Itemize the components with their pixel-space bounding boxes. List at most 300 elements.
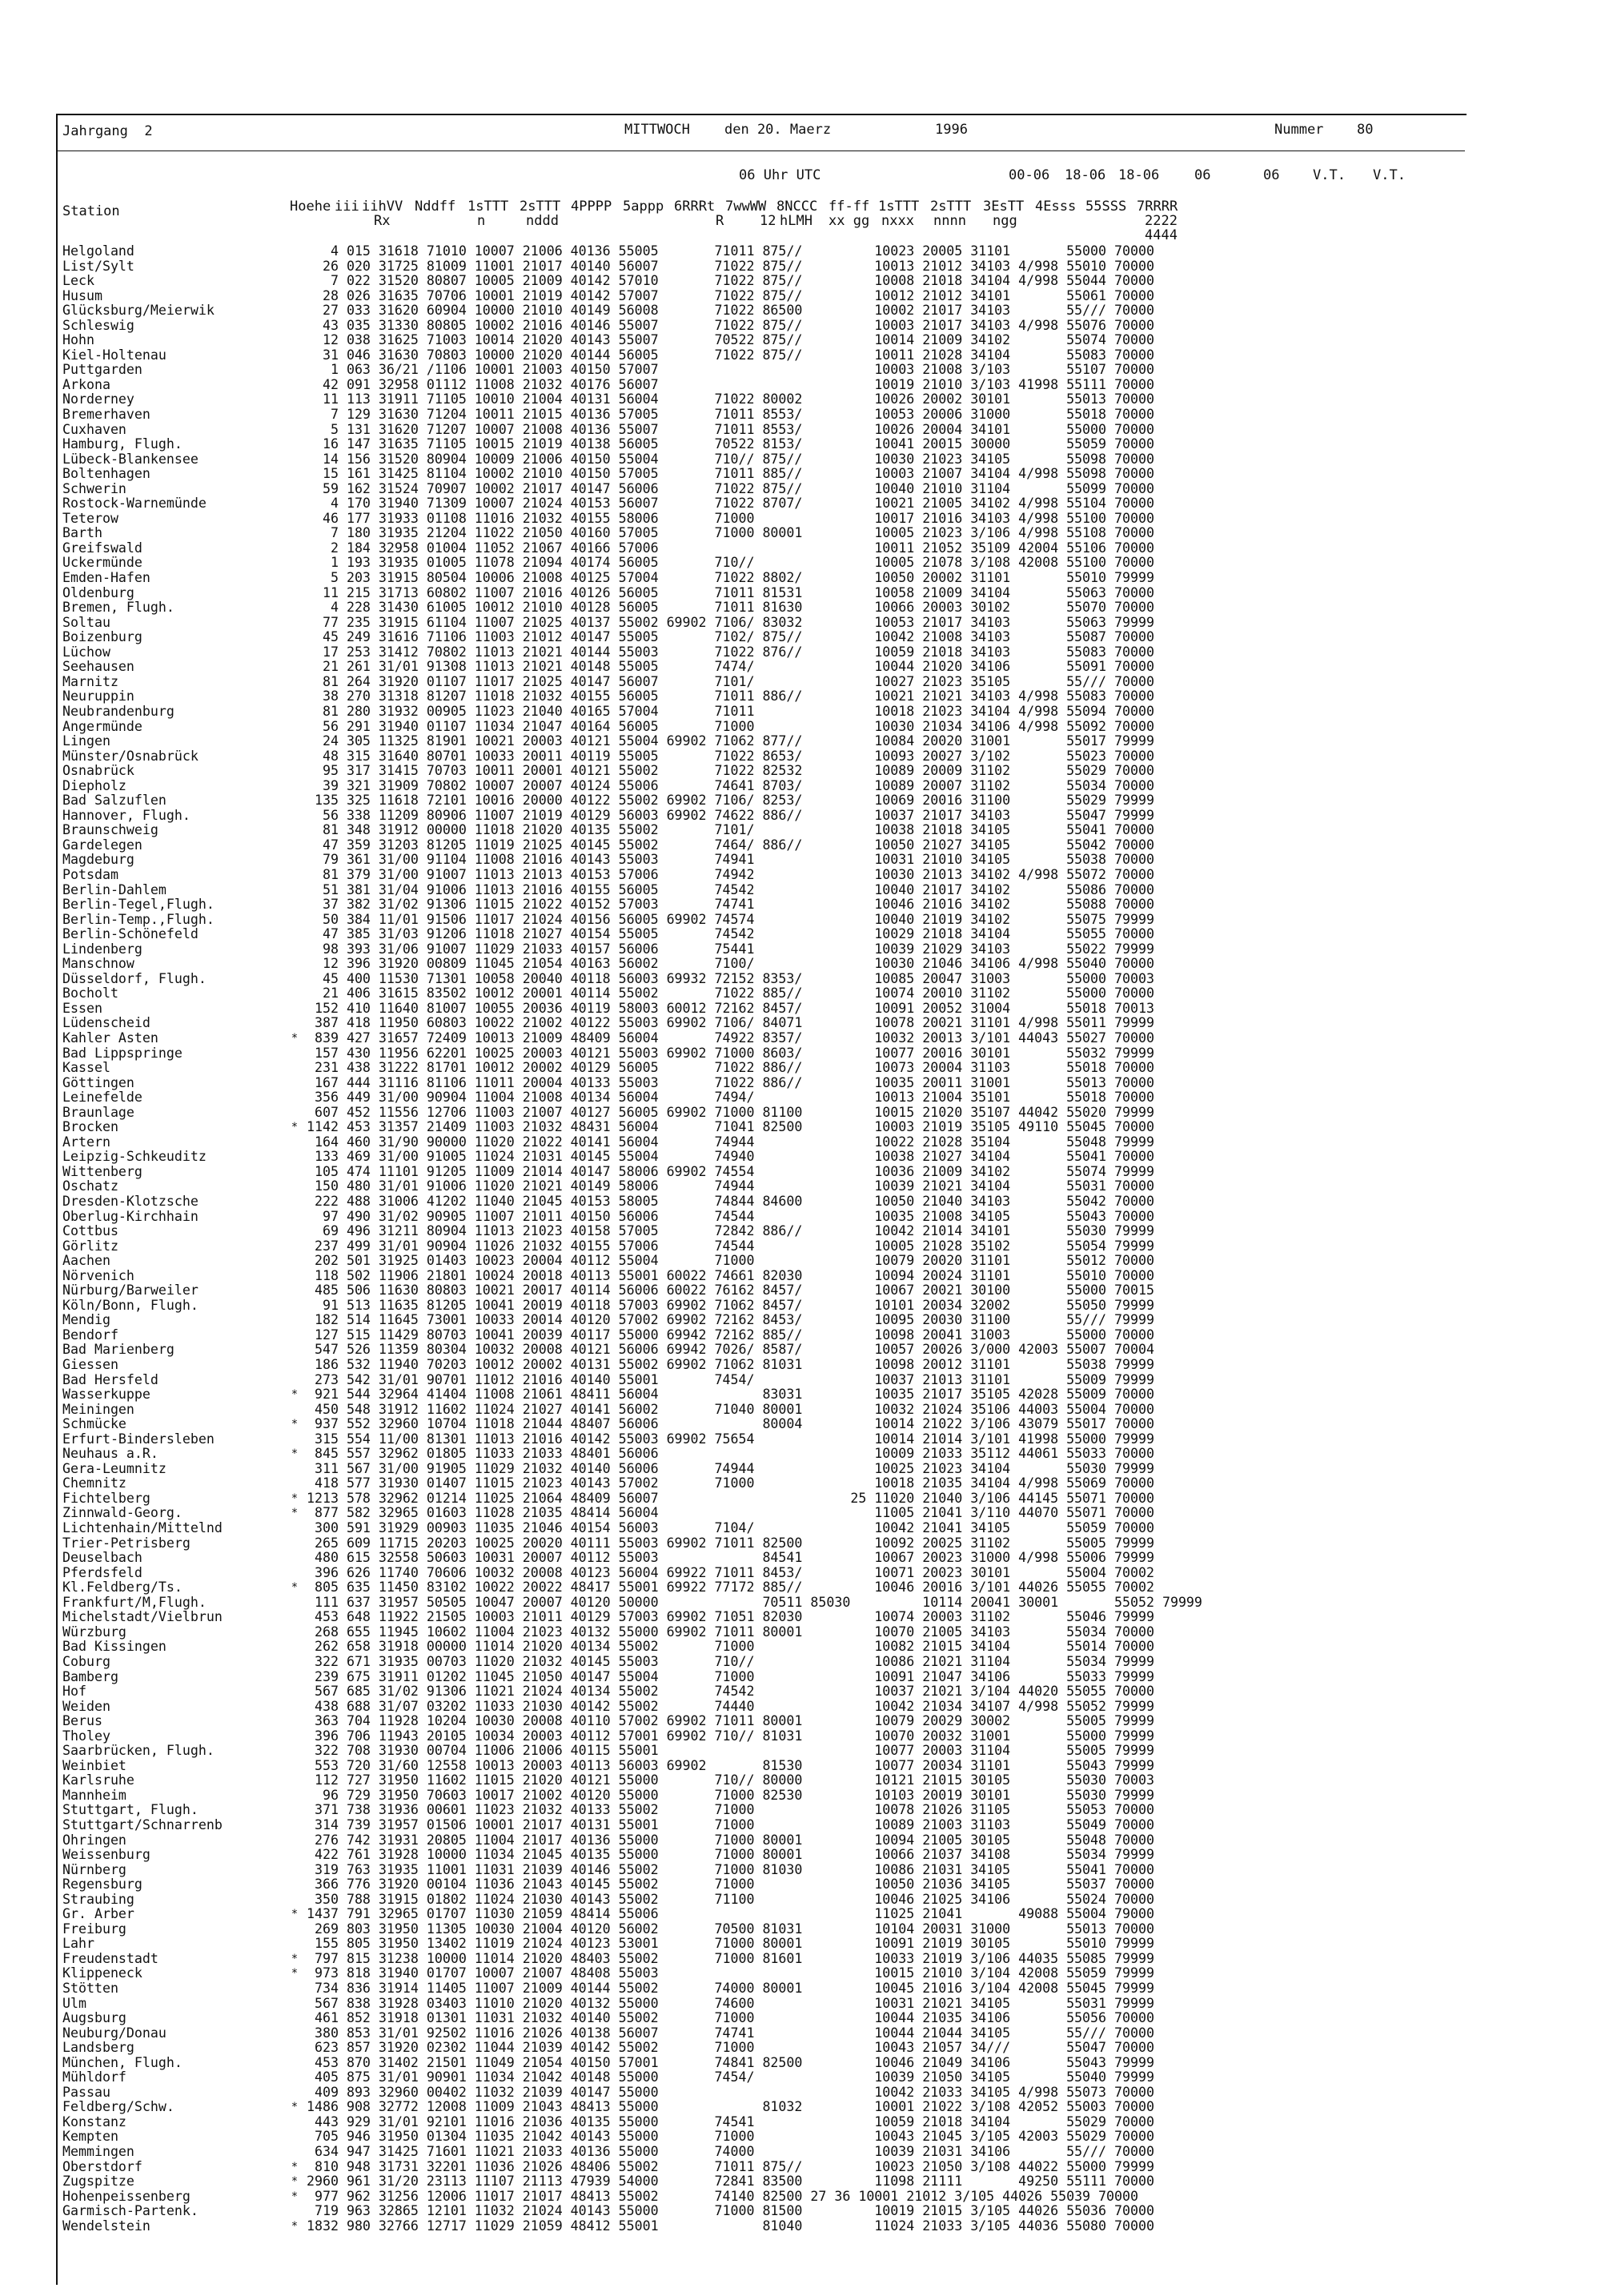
table-row bbox=[62, 897, 1463, 913]
station-name: Leinefelde bbox=[62, 1090, 142, 1106]
table-row bbox=[62, 2204, 1463, 2219]
mountain-station-marker bbox=[283, 556, 307, 571]
col-ff-ff: ff-ff bbox=[829, 199, 870, 215]
station-name: Feldberg/Schw. bbox=[62, 2100, 175, 2115]
issue-number: 80 bbox=[1357, 122, 1374, 138]
table-row bbox=[62, 1580, 1463, 1596]
mountain-station-marker bbox=[283, 883, 307, 898]
station-name: Neuruppin bbox=[62, 689, 134, 704]
station-observation: 47 385 31/03 91206 11018 21027 40154 55005 74542 10029 21018 34104 55055 70000 bbox=[307, 927, 1154, 942]
mountain-station-marker bbox=[283, 482, 307, 497]
station-name: Nürnberg bbox=[62, 1862, 126, 1877]
station-observation: 111 637 31957 50505 10047 20007 40120 50000 70511 85030 10114 20041 30001 55052 79999 bbox=[307, 1595, 1202, 1610]
station-name: Wasserkuppe bbox=[62, 1387, 150, 1403]
station-observation: 97 490 31/02 90905 11007 21011 40150 56006 74544 10035 21008 34105 55043 70000 bbox=[307, 1209, 1154, 1224]
station-name: Freiburg bbox=[62, 1921, 126, 1937]
table-row bbox=[62, 1907, 1463, 1922]
station-observation: 734 836 31914 11405 11007 21009 40144 55002 74000 80001 10045 21016 3/104 42008 55045 79999 bbox=[307, 1981, 1154, 1996]
mountain-station-marker bbox=[283, 1313, 307, 1328]
observation-time: 06 Uhr UTC bbox=[739, 167, 821, 183]
table-row bbox=[62, 1714, 1463, 1729]
mountain-station-marker bbox=[283, 823, 307, 838]
mountain-station-marker: * bbox=[291, 1491, 299, 1505]
station-observation: 485 506 11630 80803 10021 20017 40114 56006 60022 76162 8457/ 10067 20021 30100 55000 70015 bbox=[307, 1283, 1154, 1299]
table-row bbox=[62, 1254, 1463, 1269]
station-name: Marnitz bbox=[62, 674, 118, 689]
station-name: Neubrandenburg bbox=[62, 704, 175, 719]
station-observation: 14 156 31520 80904 10009 21006 40150 55004 710// 875// 10030 21023 34105 55098 70000 bbox=[307, 452, 1154, 467]
mountain-station-marker bbox=[283, 526, 307, 541]
table-row bbox=[62, 452, 1463, 468]
station-observation: 51 381 31/04 91006 11013 21016 40155 56005 74542 10040 21017 34102 55086 70000 bbox=[307, 882, 1154, 897]
station-observation: 877 582 32965 01603 11028 21035 48414 56004 11005 21041 3/110 44070 55071 70000 bbox=[307, 1506, 1154, 1521]
mountain-station-marker bbox=[283, 809, 307, 824]
table-row bbox=[62, 259, 1463, 275]
station-name: Bocholt bbox=[62, 986, 118, 1001]
date: den 20. Maerz bbox=[724, 122, 832, 138]
station-observation: 21 261 31/01 91308 11013 21021 40148 55005 7474/ 10044 21020 34106 55091 70000 bbox=[307, 660, 1154, 675]
mountain-station-marker: * bbox=[291, 2219, 299, 2233]
issue-number-label: Nummer bbox=[1274, 122, 1324, 138]
mountain-station-marker bbox=[283, 689, 307, 704]
station-name: Bad Salzuflen bbox=[62, 793, 167, 809]
table-row bbox=[62, 512, 1463, 527]
station-name: Wittenberg bbox=[62, 1164, 142, 1179]
mountain-station-marker bbox=[283, 704, 307, 720]
col-7wwww-12: 12 bbox=[760, 213, 776, 229]
table-row bbox=[62, 2129, 1463, 2145]
table-row bbox=[62, 2145, 1463, 2160]
table-row bbox=[62, 303, 1463, 319]
station-name: Neuburg/Donau bbox=[62, 2025, 167, 2041]
station-name: Lüdenscheid bbox=[62, 1016, 150, 1031]
mountain-station-marker bbox=[283, 1254, 307, 1269]
station-name: Hof bbox=[62, 1684, 86, 1700]
table-row bbox=[62, 1135, 1463, 1150]
station-name: Zinnwald-Georg. bbox=[62, 1506, 183, 1521]
station-name: Tholey bbox=[62, 1728, 110, 1744]
period-vt-a: V.T. bbox=[1313, 167, 1346, 183]
table-row bbox=[62, 2219, 1463, 2234]
station-observation: 127 515 11429 80703 10041 20039 40117 55000 69942 72162 885// 10098 20041 31003 55000 70000 bbox=[307, 1327, 1154, 1343]
station-observation: 315 554 11/00 81301 11013 21016 40142 55003 69902 75654 10014 21014 3/101 41998 55000 79999 bbox=[307, 1431, 1154, 1447]
table-row bbox=[62, 348, 1463, 363]
station-name: Saarbrücken, Flugh. bbox=[62, 1744, 215, 1759]
mountain-station-marker bbox=[283, 1640, 307, 1655]
station-name: Berlin-Schönefeld bbox=[62, 927, 199, 942]
station-name: Garmisch-Partenk. bbox=[62, 2204, 199, 2219]
station-observation: 2960 961 31/20 23113 11107 21113 47939 54000 72841 83500 11098 21111 49250 55111 70000 bbox=[307, 2174, 1154, 2190]
mountain-station-marker bbox=[283, 1981, 307, 1997]
station-name: Coburg bbox=[62, 1654, 110, 1669]
period-06-b: 06 bbox=[1263, 167, 1280, 183]
station-name: Oberlug-Kirchhain bbox=[62, 1209, 199, 1224]
station-observation: 273 542 31/01 90701 11012 21016 40140 55001 7454/ 10037 21013 31101 55009 79999 bbox=[307, 1372, 1154, 1387]
table-row bbox=[62, 1952, 1463, 1967]
table-row bbox=[62, 720, 1463, 735]
table-row bbox=[62, 645, 1463, 660]
station-name: Lindenberg bbox=[62, 941, 142, 957]
station-observation: 105 474 11101 91205 11009 21014 40147 58006 69902 74554 10036 21009 34102 55074 79999 bbox=[307, 1164, 1154, 1179]
station-name: Bremen, Flugh. bbox=[62, 600, 175, 616]
station-name: Artern bbox=[62, 1134, 110, 1150]
mountain-station-marker bbox=[283, 1283, 307, 1299]
col-5appp: 5appp bbox=[623, 199, 664, 215]
station-name: Landsberg bbox=[62, 2041, 134, 2056]
period-vt-b: V.T. bbox=[1373, 167, 1406, 183]
table-row bbox=[62, 1937, 1463, 1952]
table-row bbox=[62, 571, 1463, 586]
station-name: Göttingen bbox=[62, 1075, 134, 1090]
mountain-station-marker bbox=[283, 1937, 307, 1952]
station-observation: 396 706 11943 20105 10034 20003 40112 57001 69902 710// 81031 10070 20032 31001 55000 79999 bbox=[307, 1728, 1154, 1744]
station-observation: 135 325 11618 72101 10016 20000 40122 55002 69902 7106/ 8253/ 10069 20016 31100 55029 79999 bbox=[307, 793, 1154, 809]
station-name: Dresden-Klotzsche bbox=[62, 1194, 199, 1209]
mountain-station-marker bbox=[283, 303, 307, 319]
mountain-station-marker: * bbox=[291, 1388, 299, 1402]
mountain-station-marker bbox=[283, 378, 307, 393]
mountain-station-marker bbox=[283, 1135, 307, 1150]
table-row bbox=[62, 423, 1463, 438]
station-observation: 39 321 31909 70802 10007 20007 40124 55006 74641 8703/ 10089 20007 31102 55034 70000 bbox=[307, 778, 1154, 793]
station-name: Bad Hersfeld bbox=[62, 1372, 158, 1387]
station-observation: 202 501 31925 01403 10023 20004 40112 55004 71000 10079 20020 31101 55012 70000 bbox=[307, 1254, 1154, 1269]
col-4444: 4444 bbox=[1145, 227, 1178, 243]
station-observation: 567 685 31/02 91306 11021 21024 40134 55002 74542 10037 21021 3/104 44020 55055 70000 bbox=[307, 1684, 1154, 1700]
mountain-station-marker bbox=[283, 972, 307, 987]
table-row bbox=[62, 689, 1463, 704]
station-name: Potsdam bbox=[62, 867, 118, 882]
mountain-station-marker bbox=[283, 1343, 307, 1358]
station-name: Rostock-Warnemünde bbox=[62, 496, 207, 512]
mountain-station-marker bbox=[283, 1224, 307, 1239]
table-row bbox=[62, 823, 1463, 838]
table-row bbox=[62, 482, 1463, 497]
station-observation: 438 688 31/07 03202 11033 21030 40142 55002 74440 10042 21034 34107 4/998 55052 79999 bbox=[307, 1699, 1154, 1714]
mountain-station-marker bbox=[283, 496, 307, 512]
table-row bbox=[62, 1106, 1463, 1121]
table-row bbox=[62, 749, 1463, 765]
table-row bbox=[62, 1966, 1463, 1981]
table-row bbox=[62, 496, 1463, 512]
table-row bbox=[62, 1046, 1463, 1062]
station-observation: 182 514 11645 73001 10033 20014 40120 57002 69902 72162 8453/ 10095 20030 31100 55/// 79999 bbox=[307, 1313, 1154, 1328]
table-row bbox=[62, 319, 1463, 334]
table-row bbox=[62, 1596, 1463, 1611]
station-name: Michelstadt/Vielbrun bbox=[62, 1610, 223, 1625]
col-nddd: nddd bbox=[526, 213, 559, 229]
col-6rrrt: 6RRRt bbox=[674, 199, 716, 215]
mountain-station-marker bbox=[283, 1358, 307, 1373]
station-observation: 27 033 31620 60904 10000 21010 40149 56008 71022 86500 10002 21017 34103 55/// 70000 bbox=[307, 303, 1154, 319]
station-observation: 11 215 31713 60802 11007 21016 40126 56005 71011 81531 10058 21009 34104 55063 70000 bbox=[307, 585, 1154, 600]
station-name: Oberstdorf bbox=[62, 2159, 142, 2174]
station-name: Deuselbach bbox=[62, 1551, 142, 1566]
mountain-station-marker: * bbox=[291, 1908, 299, 1921]
col-1sttt-b: 1sTTT bbox=[878, 199, 920, 215]
col-nddff: Nddff bbox=[415, 199, 456, 215]
station-observation: 150 480 31/01 91006 11020 21021 40149 58006 74944 10039 21021 34104 55031 70000 bbox=[307, 1179, 1154, 1194]
station-observation: 937 552 32960 10704 11018 21044 48407 56006 80004 10014 21022 3/106 43079 55017 70000 bbox=[307, 1417, 1154, 1432]
col-nxxx: nxxx bbox=[881, 213, 914, 229]
table-row bbox=[62, 2056, 1463, 2071]
col-iii: iii bbox=[335, 199, 359, 215]
station-observation: 418 577 31930 01407 11015 21023 40143 57002 71000 10018 21035 34104 4/998 55069 70000 bbox=[307, 1476, 1154, 1491]
mountain-station-marker: * bbox=[291, 2175, 299, 2189]
station-name: Braunlage bbox=[62, 1105, 134, 1120]
station-observation: 705 946 31950 01304 11035 21042 40143 55000 71000 10043 21045 3/105 42003 55029 70000 bbox=[307, 2129, 1154, 2145]
station-observation: 276 742 31931 20805 11004 21017 40136 55000 71000 80001 10094 21005 30105 55048 70000 bbox=[307, 1832, 1154, 1848]
mountain-station-marker bbox=[283, 1833, 307, 1848]
mountain-station-marker bbox=[283, 1521, 307, 1536]
table-row bbox=[62, 1016, 1463, 1031]
mountain-station-marker bbox=[283, 2115, 307, 2130]
period-18-06-a: 18-06 bbox=[1065, 167, 1106, 183]
mountain-station-marker: * bbox=[291, 2160, 299, 2174]
mountain-station-marker: * bbox=[291, 1967, 299, 1981]
table-row bbox=[62, 1744, 1463, 1759]
station-name: Klippeneck bbox=[62, 1966, 142, 1981]
table-row bbox=[62, 734, 1463, 749]
station-name: Bendorf bbox=[62, 1327, 118, 1343]
station-name: Freudenstadt bbox=[62, 1951, 158, 1966]
station-name: Schwerin bbox=[62, 481, 126, 496]
table-row bbox=[62, 407, 1463, 423]
station-name: Seehausen bbox=[62, 660, 134, 675]
station-observation: 269 803 31950 11305 10030 21004 40120 56002 70500 81031 10104 20031 31000 55013 70000 bbox=[307, 1921, 1154, 1937]
station-name: Bad Marienberg bbox=[62, 1343, 175, 1358]
year: 1996 bbox=[935, 122, 968, 138]
table-row bbox=[62, 1194, 1463, 1210]
station-observation: 387 418 11950 60803 10022 21002 40122 55003 69902 7106/ 84071 10078 20021 31101 4/998 55011 79999 bbox=[307, 1016, 1154, 1031]
mountain-station-marker bbox=[283, 1551, 307, 1566]
station-observation: 45 400 11530 71301 10058 20040 40118 56003 69932 72152 8353/ 10085 20047 31003 55000 70003 bbox=[307, 971, 1154, 986]
mountain-station-marker bbox=[283, 1403, 307, 1418]
station-observation: 4 170 31940 71309 10007 21024 40153 56007 71022 8707/ 10021 21005 34102 4/998 55104 70000 bbox=[307, 496, 1154, 512]
col-ngg: ngg bbox=[993, 213, 1017, 229]
table-row bbox=[62, 1506, 1463, 1521]
station-observation: 356 449 31/00 90904 11004 21008 40134 56004 7494/ 10013 21004 35101 55018 70000 bbox=[307, 1090, 1154, 1106]
table-row bbox=[62, 1165, 1463, 1180]
period-18-06-b: 18-06 bbox=[1118, 167, 1160, 183]
mountain-station-marker bbox=[283, 2041, 307, 2056]
table-row bbox=[62, 1224, 1463, 1239]
station-observation: 314 739 31957 01506 10001 21017 40131 55001 71000 10089 21003 31103 55049 70000 bbox=[307, 1817, 1154, 1832]
station-observation: 24 305 11325 81901 10021 20003 40121 55004 69902 71062 877// 10084 20020 31001 55017 79999 bbox=[307, 734, 1154, 749]
station-observation: 1213 578 32962 01214 11025 21064 48409 56007 25 11020 21040 3/106 44145 55071 70000 bbox=[307, 1491, 1154, 1506]
period-06-a: 06 bbox=[1194, 167, 1211, 183]
station-name: Lichtenhain/Mittelnd bbox=[62, 1521, 223, 1536]
station-name: Leck bbox=[62, 274, 94, 289]
mountain-station-marker bbox=[283, 1328, 307, 1343]
table-row bbox=[62, 1299, 1463, 1314]
station-name: Manschnow bbox=[62, 957, 134, 972]
table-row bbox=[62, 2011, 1463, 2026]
station-observation: 443 929 31/01 92101 11016 21036 40135 55000 74541 10059 21018 34104 55029 70000 bbox=[307, 2114, 1154, 2129]
mountain-station-marker bbox=[283, 1684, 307, 1700]
table-row bbox=[62, 1239, 1463, 1254]
station-name: Kiel-Holtenau bbox=[62, 347, 167, 363]
station-name: Hohenpeissenberg bbox=[62, 2189, 191, 2204]
mountain-station-marker bbox=[283, 423, 307, 438]
table-row bbox=[62, 1833, 1463, 1848]
station-observation: 28 026 31635 70706 10001 21019 40142 57007 71022 875// 10012 21012 34101 55061 70000 bbox=[307, 288, 1154, 303]
station-observation: 46 177 31933 01108 11016 21032 40155 58006 71000 10017 21016 34103 4/998 55100 70000 bbox=[307, 511, 1154, 526]
station-name: Bad Kissingen bbox=[62, 1640, 167, 1655]
table-row bbox=[62, 1700, 1463, 1715]
station-name: Lingen bbox=[62, 734, 110, 749]
mountain-station-marker bbox=[283, 2145, 307, 2160]
mountain-station-marker bbox=[283, 1803, 307, 1818]
col-7rrrr: 7RRRR bbox=[1137, 199, 1178, 215]
table-row bbox=[62, 1417, 1463, 1432]
mountain-station-marker bbox=[283, 1610, 307, 1625]
table-row bbox=[62, 1447, 1463, 1462]
col-station: Station bbox=[62, 203, 120, 219]
station-observation: 839 427 31657 72409 10013 21009 48409 56004 74922 8357/ 10032 20013 3/101 44043 55027 70000 bbox=[307, 1030, 1154, 1046]
station-observation: 1437 791 32965 01707 11030 21059 48414 55006 11025 21041 49088 55004 79000 bbox=[307, 1907, 1154, 1922]
station-observation: 300 591 31929 00903 11035 21046 40154 56003 7104/ 10042 21041 34105 55059 70000 bbox=[307, 1521, 1154, 1536]
station-observation: 461 852 31918 01301 11031 21032 40140 55002 71000 10044 21035 34106 55056 70000 bbox=[307, 2011, 1154, 2026]
table-row bbox=[62, 1491, 1463, 1507]
mountain-station-marker bbox=[283, 616, 307, 631]
station-observation: 5 131 31620 71207 10007 21008 40136 55007 71011 8553/ 10026 20004 34101 55000 70000 bbox=[307, 422, 1154, 437]
mountain-station-marker bbox=[283, 1714, 307, 1729]
mountain-station-marker bbox=[283, 913, 307, 928]
table-row bbox=[62, 1566, 1463, 1581]
table-row bbox=[62, 1729, 1463, 1744]
table-row bbox=[62, 1655, 1463, 1670]
station-observation: 167 444 31116 81106 11011 20004 40133 55003 71022 886// 10035 20011 31001 55013 70000 bbox=[307, 1075, 1154, 1090]
mountain-station-marker bbox=[283, 1432, 307, 1447]
mountain-station-marker bbox=[283, 1462, 307, 1477]
table-row bbox=[62, 363, 1463, 378]
mountain-station-marker: * bbox=[291, 1952, 299, 1965]
station-name: Arkona bbox=[62, 377, 110, 392]
col-rx: Rx bbox=[374, 213, 391, 229]
mountain-station-marker bbox=[283, 2085, 307, 2101]
mountain-station-marker bbox=[283, 2026, 307, 2041]
station-observation: 567 838 31928 03403 11010 21020 40132 55000 74600 10031 21021 34105 55031 79999 bbox=[307, 1996, 1154, 2011]
mountain-station-marker bbox=[283, 1700, 307, 1715]
station-observation: 112 727 31950 11602 11015 21020 40121 55000 710// 80000 10121 21015 30105 55030 70003 bbox=[307, 1773, 1154, 1788]
station-observation: 79 361 31/00 91104 11008 21016 40143 55003 74941 10031 21010 34105 55038 70000 bbox=[307, 853, 1154, 868]
col-2222: 2222 bbox=[1145, 213, 1178, 229]
mountain-station-marker: * bbox=[291, 1447, 299, 1461]
table-row bbox=[62, 1001, 1463, 1017]
station-name: Konstanz bbox=[62, 2114, 126, 2129]
table-row bbox=[62, 378, 1463, 393]
col-1sttt: 1sTTT bbox=[467, 199, 509, 215]
table-row bbox=[62, 2085, 1463, 2101]
col-iihvv: iihVV bbox=[362, 199, 403, 215]
station-name: Barth bbox=[62, 526, 102, 541]
station-observation: 222 488 31006 41202 11040 21045 40153 58005 74844 84600 10050 21040 34103 55042 70000 bbox=[307, 1194, 1154, 1209]
table-row bbox=[62, 1150, 1463, 1165]
station-observation: 311 567 31/00 91905 11029 21032 40140 56006 74944 10025 21023 34104 55030 79999 bbox=[307, 1461, 1154, 1476]
table-row bbox=[62, 1120, 1463, 1135]
station-name: Emden-Hafen bbox=[62, 571, 150, 586]
station-name: Gr. Arber bbox=[62, 1907, 134, 1922]
station-observation: 322 671 31935 00703 11020 21032 40145 55003 710// 10086 21021 31104 55034 79999 bbox=[307, 1654, 1154, 1669]
mountain-station-marker bbox=[283, 957, 307, 972]
table-row bbox=[62, 437, 1463, 452]
table-row bbox=[62, 779, 1463, 794]
station-observation: 547 526 11359 80304 10032 20008 40121 56006 69942 7026/ 8587/ 10057 20026 3/000 42003 55007 70004 bbox=[307, 1343, 1154, 1358]
mountain-station-marker bbox=[283, 2129, 307, 2145]
table-row bbox=[62, 2041, 1463, 2056]
mountain-station-marker bbox=[283, 600, 307, 616]
mountain-station-marker bbox=[283, 1076, 307, 1091]
station-name: Münster/Osnabrück bbox=[62, 749, 199, 764]
table-row bbox=[62, 1076, 1463, 1091]
mountain-station-marker bbox=[283, 1863, 307, 1878]
table-row bbox=[62, 704, 1463, 720]
station-name: Öhringen bbox=[62, 1832, 126, 1848]
mountain-station-marker bbox=[283, 1061, 307, 1076]
station-observation: 623 857 31920 02302 11044 21039 40142 55002 71000 10043 21057 34/// 55047 70000 bbox=[307, 2041, 1154, 2056]
mountain-station-marker bbox=[283, 1848, 307, 1863]
station-observation: 371 738 31936 00601 11023 21032 40133 55002 71000 10078 21026 31105 55053 70000 bbox=[307, 1803, 1154, 1818]
station-name: Gardelegen bbox=[62, 837, 142, 853]
table-row bbox=[62, 927, 1463, 942]
station-name: Ulm bbox=[62, 1996, 86, 2011]
station-observation: 265 609 11715 20203 10025 20020 40111 55003 69902 71011 82500 10092 20025 31102 55005 79999 bbox=[307, 1535, 1154, 1551]
mountain-station-marker bbox=[283, 274, 307, 289]
table-row bbox=[62, 1893, 1463, 1908]
station-name: Mannheim bbox=[62, 1788, 126, 1803]
mountain-station-marker bbox=[283, 1759, 307, 1774]
table-row bbox=[62, 1551, 1463, 1566]
station-observation: 422 761 31928 10000 11034 21045 40135 55000 71000 80001 10066 21037 34108 55034 79999 bbox=[307, 1848, 1154, 1863]
table-row bbox=[62, 1403, 1463, 1418]
station-name: Kassel bbox=[62, 1061, 110, 1076]
table-row bbox=[62, 1476, 1463, 1491]
mountain-station-marker: * bbox=[291, 2190, 299, 2203]
station-observation: 31 046 31630 70803 10000 21020 40144 56005 71022 875// 10011 21028 34104 55083 70000 bbox=[307, 347, 1154, 363]
station-name: Wendelstein bbox=[62, 2218, 150, 2234]
station-name: München, Flugh. bbox=[62, 2055, 183, 2070]
col-1sttt-n: n bbox=[477, 213, 486, 229]
table-row bbox=[62, 1283, 1463, 1299]
station-name: Essen bbox=[62, 1001, 102, 1016]
mountain-station-marker bbox=[283, 407, 307, 423]
table-row bbox=[62, 1788, 1463, 1804]
station-name: Teterow bbox=[62, 511, 118, 526]
col-nnnn: nnnn bbox=[933, 213, 966, 229]
table-row bbox=[62, 1462, 1463, 1477]
mountain-station-marker bbox=[283, 675, 307, 690]
station-name: Leipzig-Schkeuditz bbox=[62, 1150, 207, 1165]
table-row bbox=[62, 957, 1463, 972]
station-observation: 268 655 11945 10602 11004 21023 40132 55000 69902 71011 80001 10070 21005 34103 55034 70000 bbox=[307, 1624, 1154, 1640]
table-row bbox=[62, 1670, 1463, 1685]
table-row bbox=[62, 1269, 1463, 1284]
table-row bbox=[62, 274, 1463, 289]
table-row bbox=[62, 2070, 1463, 2085]
station-observation: 1832 980 32766 12717 11029 21059 48412 55001 81040 11024 21033 3/105 44036 55080 70000 bbox=[307, 2218, 1154, 2234]
station-name: Bamberg bbox=[62, 1669, 118, 1684]
station-name: Husum bbox=[62, 288, 102, 303]
station-name: Görlitz bbox=[62, 1238, 118, 1254]
mountain-station-marker bbox=[283, 660, 307, 675]
station-observation: 56 338 11209 80906 11007 21019 40129 56003 69902 74622 886// 10037 21017 34103 55047 79999 bbox=[307, 808, 1154, 823]
station-observation: 405 875 31/01 90901 11034 21042 40148 55000 7454/ 10039 21050 34105 55040 79999 bbox=[307, 2070, 1154, 2085]
station-observation: 42 091 32958 01112 11008 21032 40176 56007 10019 21010 3/103 41998 55111 70000 bbox=[307, 377, 1154, 392]
mountain-station-marker bbox=[283, 1788, 307, 1804]
station-observation: 2 184 32958 01004 11052 21067 40166 57006 10011 21052 35109 42004 55106 70000 bbox=[307, 540, 1154, 556]
station-observation: 77 235 31915 61104 11007 21025 40137 55002 69902 7106/ 83032 10053 21017 34103 55063 79999 bbox=[307, 615, 1154, 630]
